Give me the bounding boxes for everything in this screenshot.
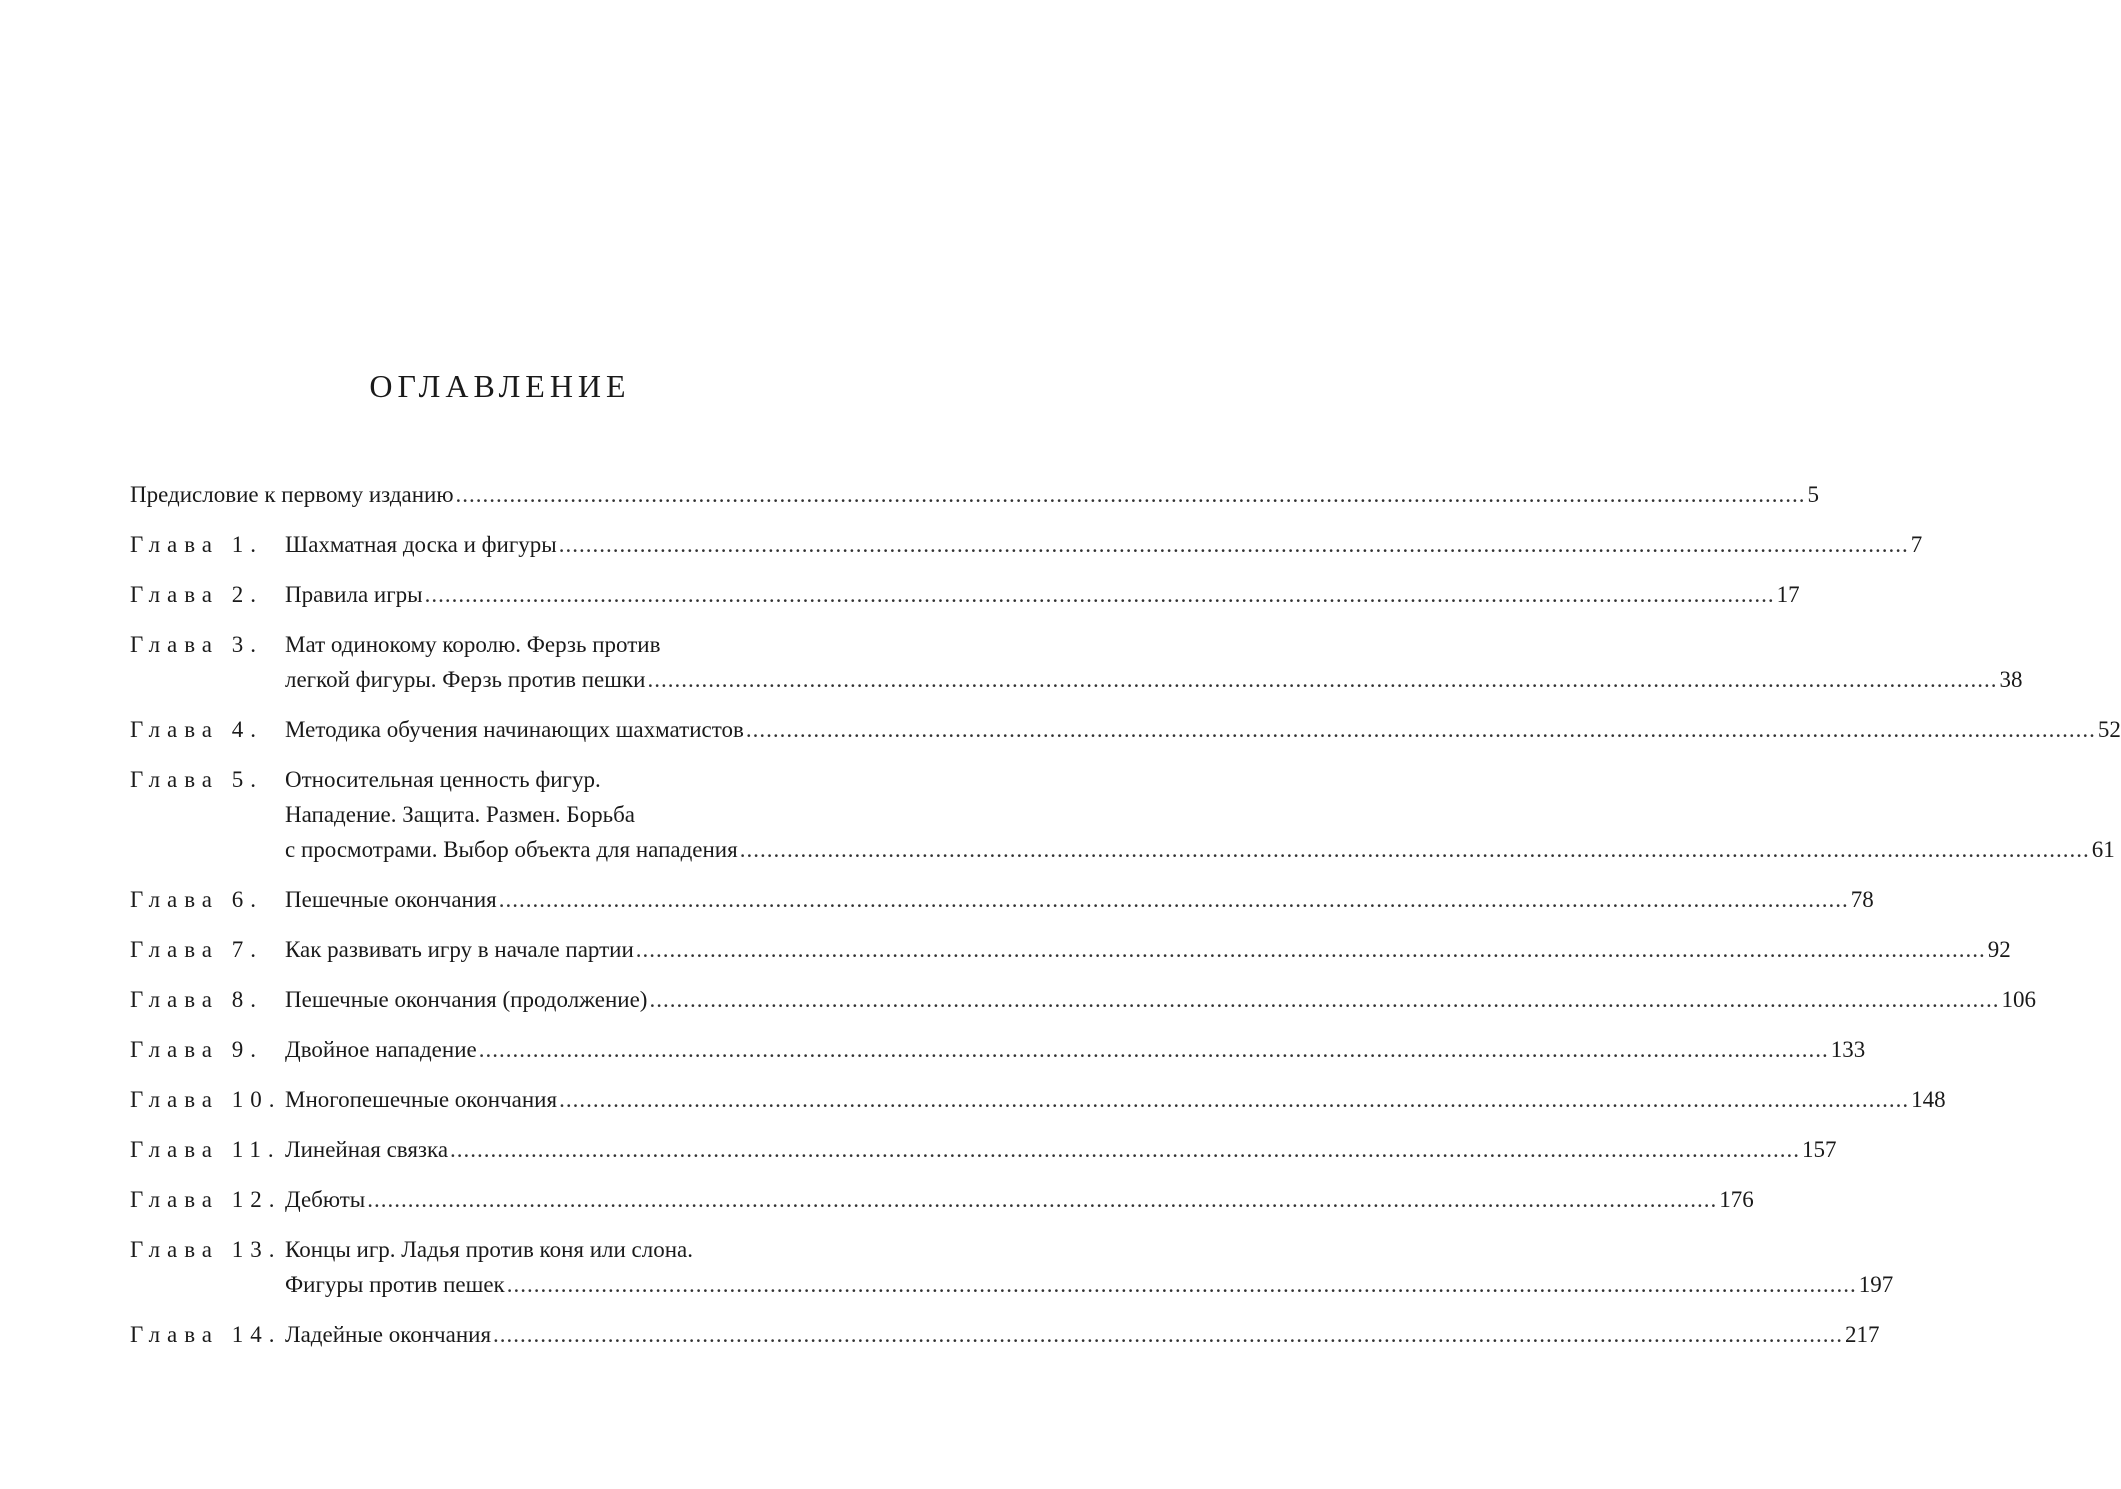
toc-entry-title-line: с просмотрами. Выбор объекта для нападения: [285, 837, 738, 862]
toc-entry-chapter: [130, 713, 2121, 763]
chapter-label: Глава 10.: [130, 1087, 282, 1112]
chapter-label: Глава 5.: [130, 767, 264, 792]
toc-entry-chapter: [130, 983, 2036, 1033]
chapter-label: Глава 8.: [130, 987, 264, 1012]
page-title: ОГЛАВЛЕНИЕ: [369, 368, 631, 404]
toc-entry-chapter: [130, 933, 2011, 983]
toc-entry-chapter: [130, 528, 1923, 578]
toc-entry-title-line: Мат одинокому королю. Ферзь против: [285, 632, 661, 657]
toc-entry-title-line: Линейная связка: [285, 1137, 449, 1162]
toc-page-number: 106: [2001, 987, 2036, 1012]
dot-leader: ........................................................................................................................................................................................................: [745, 717, 2096, 742]
toc-entry-chapter: [130, 628, 2023, 713]
dot-leader: ........................................................................................................................................................................................................: [647, 667, 1998, 692]
dot-leader: ........................................................................................................................................................................................................: [559, 1087, 1910, 1112]
toc-entry-title-line: Относительная ценность фигур.: [285, 767, 601, 792]
dot-leader: ........................................................................................................................................................................................................: [455, 482, 1806, 507]
toc-entry-title-line: Фигуры против пешек: [285, 1272, 505, 1297]
toc-entry-title-line: Как развивать игру в начале партии: [285, 937, 634, 962]
chapter-label: Глава 11.: [130, 1137, 281, 1162]
toc-entry-title-line: Концы игр. Ладья против коня или слона.: [285, 1237, 694, 1262]
table-of-contents: [130, 478, 2121, 1368]
dot-leader: ........................................................................................................................................................................................................: [558, 532, 1909, 557]
toc-entry-chapter: [130, 1033, 1866, 1083]
chapter-label: Глава 9.: [130, 1037, 264, 1062]
toc-page-number: 17: [1776, 582, 1800, 607]
chapter-label: Глава 2.: [130, 582, 264, 607]
chapter-label: Глава 6.: [130, 887, 264, 912]
toc-page-number: 217: [1845, 1322, 1880, 1347]
chapter-label: Глава 14.: [130, 1322, 282, 1347]
toc-entry-chapter: [130, 1183, 1754, 1233]
toc-entry-chapter: [130, 1318, 1880, 1368]
dot-leader: ........................................................................................................................................................................................................: [424, 582, 1775, 607]
toc-entry-chapter: [130, 578, 1800, 628]
toc-chapter-list: [130, 528, 2121, 1368]
dot-leader: ........................................................................................................................................................................................................: [498, 887, 1849, 912]
toc-page-number: 92: [1987, 937, 2011, 962]
toc-page-number: 7: [1910, 532, 1923, 557]
toc-entry-title-line: Нападение. Защита. Размен. Борьба: [285, 802, 635, 827]
toc-entry-chapter: [130, 1133, 1837, 1183]
toc-page-number: 148: [1911, 1087, 1946, 1112]
toc-entry-title-line: Пешечные окончания (продолжение): [285, 987, 648, 1012]
toc-page-number: 52: [2097, 717, 2121, 742]
chapter-label: Глава 7.: [130, 937, 264, 962]
dot-leader: ........................................................................................................................................................................................................: [493, 1322, 1844, 1347]
toc-entry-chapter: [130, 1233, 1894, 1318]
toc-page-number: 61: [2091, 837, 2115, 862]
chapter-label: Глава 1.: [130, 532, 264, 557]
toc-entry-chapter: [130, 883, 1874, 933]
toc-page-number: 78: [1850, 887, 1874, 912]
dot-leader: ........................................................................................................................................................................................................: [635, 937, 1986, 962]
toc-entry-title-line: Двойное нападение: [285, 1037, 477, 1062]
toc-page-number: 133: [1830, 1037, 1866, 1062]
dot-leader: ........................................................................................................................................................................................................: [478, 1037, 1829, 1062]
toc-entry-title-line: Дебюты: [285, 1187, 366, 1212]
chapter-label: Глава 12.: [130, 1187, 282, 1212]
toc-page-number: 157: [1802, 1137, 1837, 1162]
toc-page-number: 38: [1999, 667, 2023, 692]
toc-entry-chapter: [130, 1083, 1946, 1133]
dot-leader: ........................................................................................................................................................................................................: [450, 1137, 1801, 1162]
chapter-label: Глава 3.: [130, 632, 264, 657]
toc-page-number: 176: [1719, 1187, 1754, 1212]
toc-entry-title-line: Ладейные окончания: [285, 1322, 492, 1347]
dot-leader: ........................................................................................................................................................................................................: [649, 987, 2000, 1012]
toc-entry-title-line: Пешечные окончания: [285, 887, 497, 912]
toc-entry-title-line: Шахматная доска и фигуры: [285, 532, 557, 557]
toc-page-number: 5: [1807, 482, 1820, 507]
toc-entry-chapter: [130, 763, 2115, 883]
toc-entry-title-line: Правила игры: [285, 582, 423, 607]
chapter-label: Глава 4.: [130, 717, 264, 742]
toc-page-number: 197: [1858, 1272, 1894, 1297]
toc-entry-title-line: легкой фигуры. Ферзь против пешки: [285, 667, 646, 692]
toc-entry-title-line: Многопешечные окончания: [285, 1087, 558, 1112]
toc-entry-preface: [130, 478, 1820, 528]
dot-leader: ........................................................................................................................................................................................................: [739, 837, 2090, 862]
toc-entry-title: Предисловие к первому изданию: [130, 482, 454, 507]
toc-entry-title-line: Методика обучения начинающих шахматистов: [285, 717, 744, 742]
chapter-label: Глава 13.: [130, 1237, 282, 1262]
dot-leader: ........................................................................................................................................................................................................: [367, 1187, 1718, 1212]
dot-leader: ........................................................................................................................................................................................................: [506, 1272, 1857, 1297]
